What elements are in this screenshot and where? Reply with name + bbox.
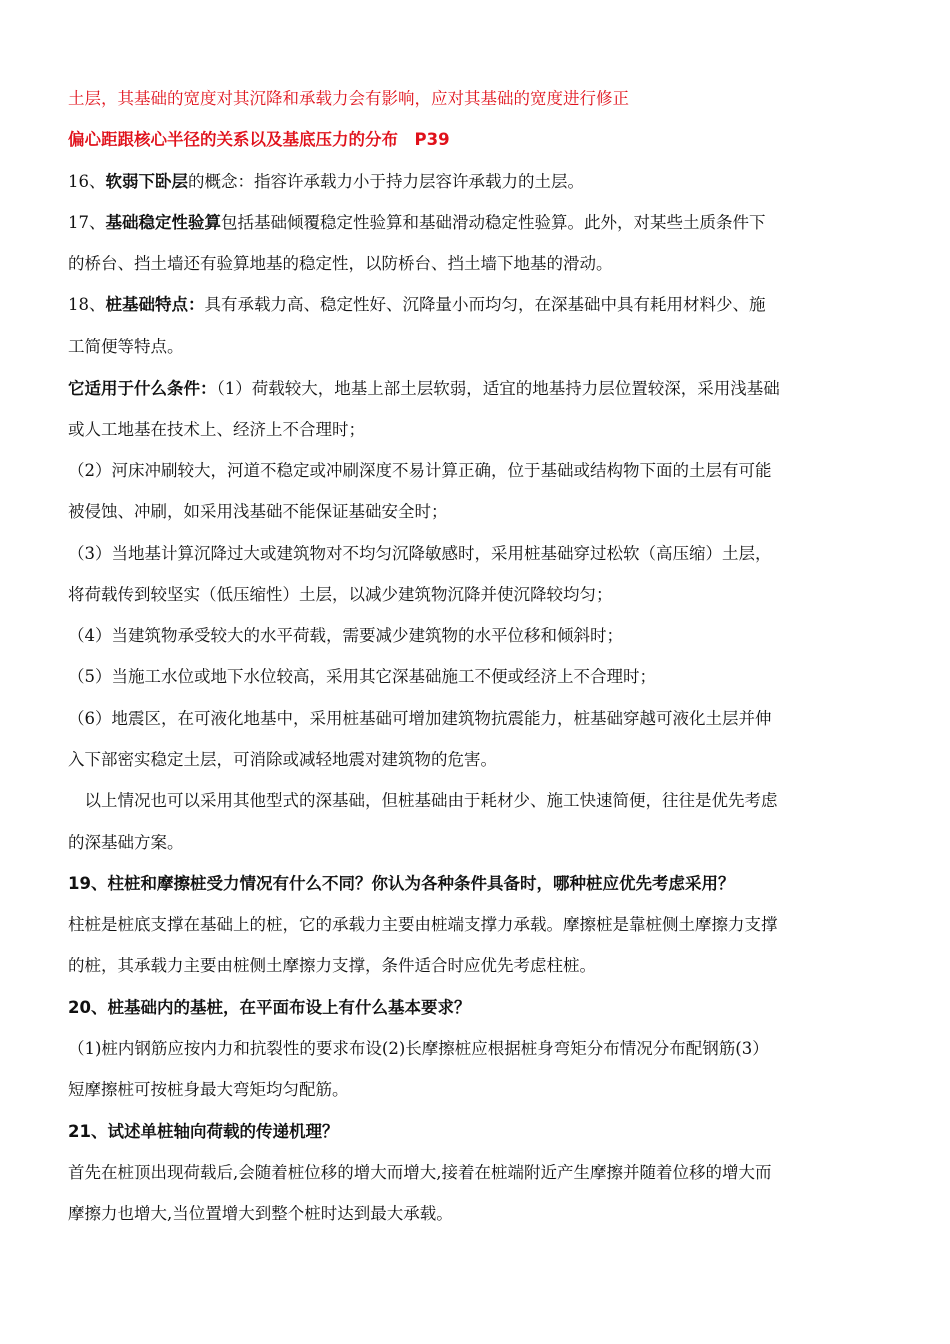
q21-answer-2: 摩擦力也增大,当位置增大到整个桩时达到最大承载。: [68, 1204, 453, 1223]
q17-line-2: [68, 254, 888, 274]
q21-question: 21、试述单桩轴向荷载的传递机理？: [68, 1122, 339, 1141]
q19-question: 19、柱桩和摩擦桩受力情况有什么不同？你认为各种条件具备时，哪种桩应优先考虑采用？: [68, 874, 735, 893]
q18-text-2: 工简便等特点。: [68, 337, 184, 356]
q20-answer-2: 短摩擦桩可按桩身最大弯矩均匀配筋。: [68, 1080, 349, 1099]
note-line-2: [68, 130, 888, 150]
q18-condition-3b: 将荷载传到较坚实（低压缩性）土层，以减少建筑物沉降并使沉降较均匀；: [68, 585, 613, 604]
q17-line-1: [68, 213, 888, 233]
q17-term: 基础稳定性验算: [105, 213, 221, 232]
q18-condition-2b: 被侵蚀、冲刷，如采用浅基础不能保证基础安全时；: [68, 502, 448, 521]
q17-text-1: 包括基础倾覆稳定性验算和基础滑动稳定性验算。此外，对某些土质条件下: [221, 213, 766, 232]
q17-text-2: 的桥台、挡土墙还有验算地基的稳定性，以防桥台、挡土墙下地基的滑动。: [68, 254, 613, 273]
q18-condition-4: （4）当建筑物承受较大的水平荷载，需要减少建筑物的水平位移和倾斜时；: [68, 626, 623, 645]
q19-answer-2: 的桩，其承载力主要由桩侧土摩擦力支撑，条件适合时应优先考虑柱桩。: [68, 956, 596, 975]
q18-condition-1a: （1）荷载较大，地基上部土层软弱，适宜的地基持力层位置较深，采用浅基础: [216, 379, 780, 398]
q18-condition-5: （5）当施工水位或地下水位较高，采用其它深基础施工不便或经济上不合理时；: [68, 667, 656, 686]
q21-answer-1: 首先在桩顶出现荷载后,会随着桩位移的增大而增大,接着在桩端附近产生摩擦并随着位移的增大而: [68, 1163, 772, 1182]
q18-number: 18、: [68, 295, 106, 314]
q18-condition-6a: （6）地震区，在可液化地基中，采用桩基础可增加建筑物抗震能力，桩基础穿越可液化土层并伸: [68, 709, 772, 728]
q18-conditions-line: [68, 379, 888, 399]
q18-summary-2: 的深基础方案。: [68, 833, 184, 852]
q18-line-2: [68, 337, 888, 357]
note-text: 土层，其基础的宽度对其沉降和承载力会有影响，应对其基础的宽度进行修正: [68, 89, 629, 108]
note-line-1: [68, 89, 888, 109]
q18-condition-6b: 入下部密实稳定土层，可消除或减轻地震对建筑物的危害。: [68, 750, 497, 769]
q16-line: [68, 172, 888, 192]
q18-condition-3a: （3）当地基计算沉降过大或建筑物对不均匀沉降敏感时，采用桩基础穿过松软（高压缩）土层，: [68, 544, 772, 563]
q17-number: 17、: [68, 213, 106, 232]
q18-line-1: [68, 295, 888, 315]
q20-answer-1: （1)桩内钢筋应按内力和抗裂性的要求布设(2)长摩擦桩应根据桩身弯矩分布情况分布配钢筋(3）: [68, 1039, 769, 1058]
q18-condition-1b: 或人工地基在技术上、经济上不合理时；: [68, 420, 365, 439]
q18-conditions-title: 它适用于什么条件：: [68, 379, 217, 398]
q18-condition-2a: （2）河床冲刷较大，河道不稳定或冲刷深度不易计算正确，位于基础或结构物下面的土层有可能: [68, 461, 772, 480]
q18-summary-1: 以上情况也可以采用其他型式的深基础，但桩基础由于耗材少、施工快速简便，往往是优先考虑: [68, 791, 778, 810]
note-heading: 偏心距跟核心半径的关系以及基底压力的分布 P39: [68, 130, 450, 149]
q19-answer-1: 柱桩是桩底支撑在基础上的桩，它的承载力主要由桩端支撑力承载。摩擦桩是靠桩侧土摩擦力支撑: [68, 915, 778, 934]
q20-question: 20、桩基础内的基桩，在平面布设上有什么基本要求？: [68, 998, 471, 1017]
q16-term: 软弱下卧层: [105, 172, 188, 191]
q18-term: 桩基础特点：: [105, 295, 205, 314]
q18-text-1: 具有承载力高、稳定性好、沉降量小而均匀，在深基础中具有耗用材料少、施: [204, 295, 766, 314]
q16-text: 的概念：指容许承载力小于持力层容许承载力的土层。: [188, 172, 584, 191]
q16-number: 16、: [68, 172, 106, 191]
